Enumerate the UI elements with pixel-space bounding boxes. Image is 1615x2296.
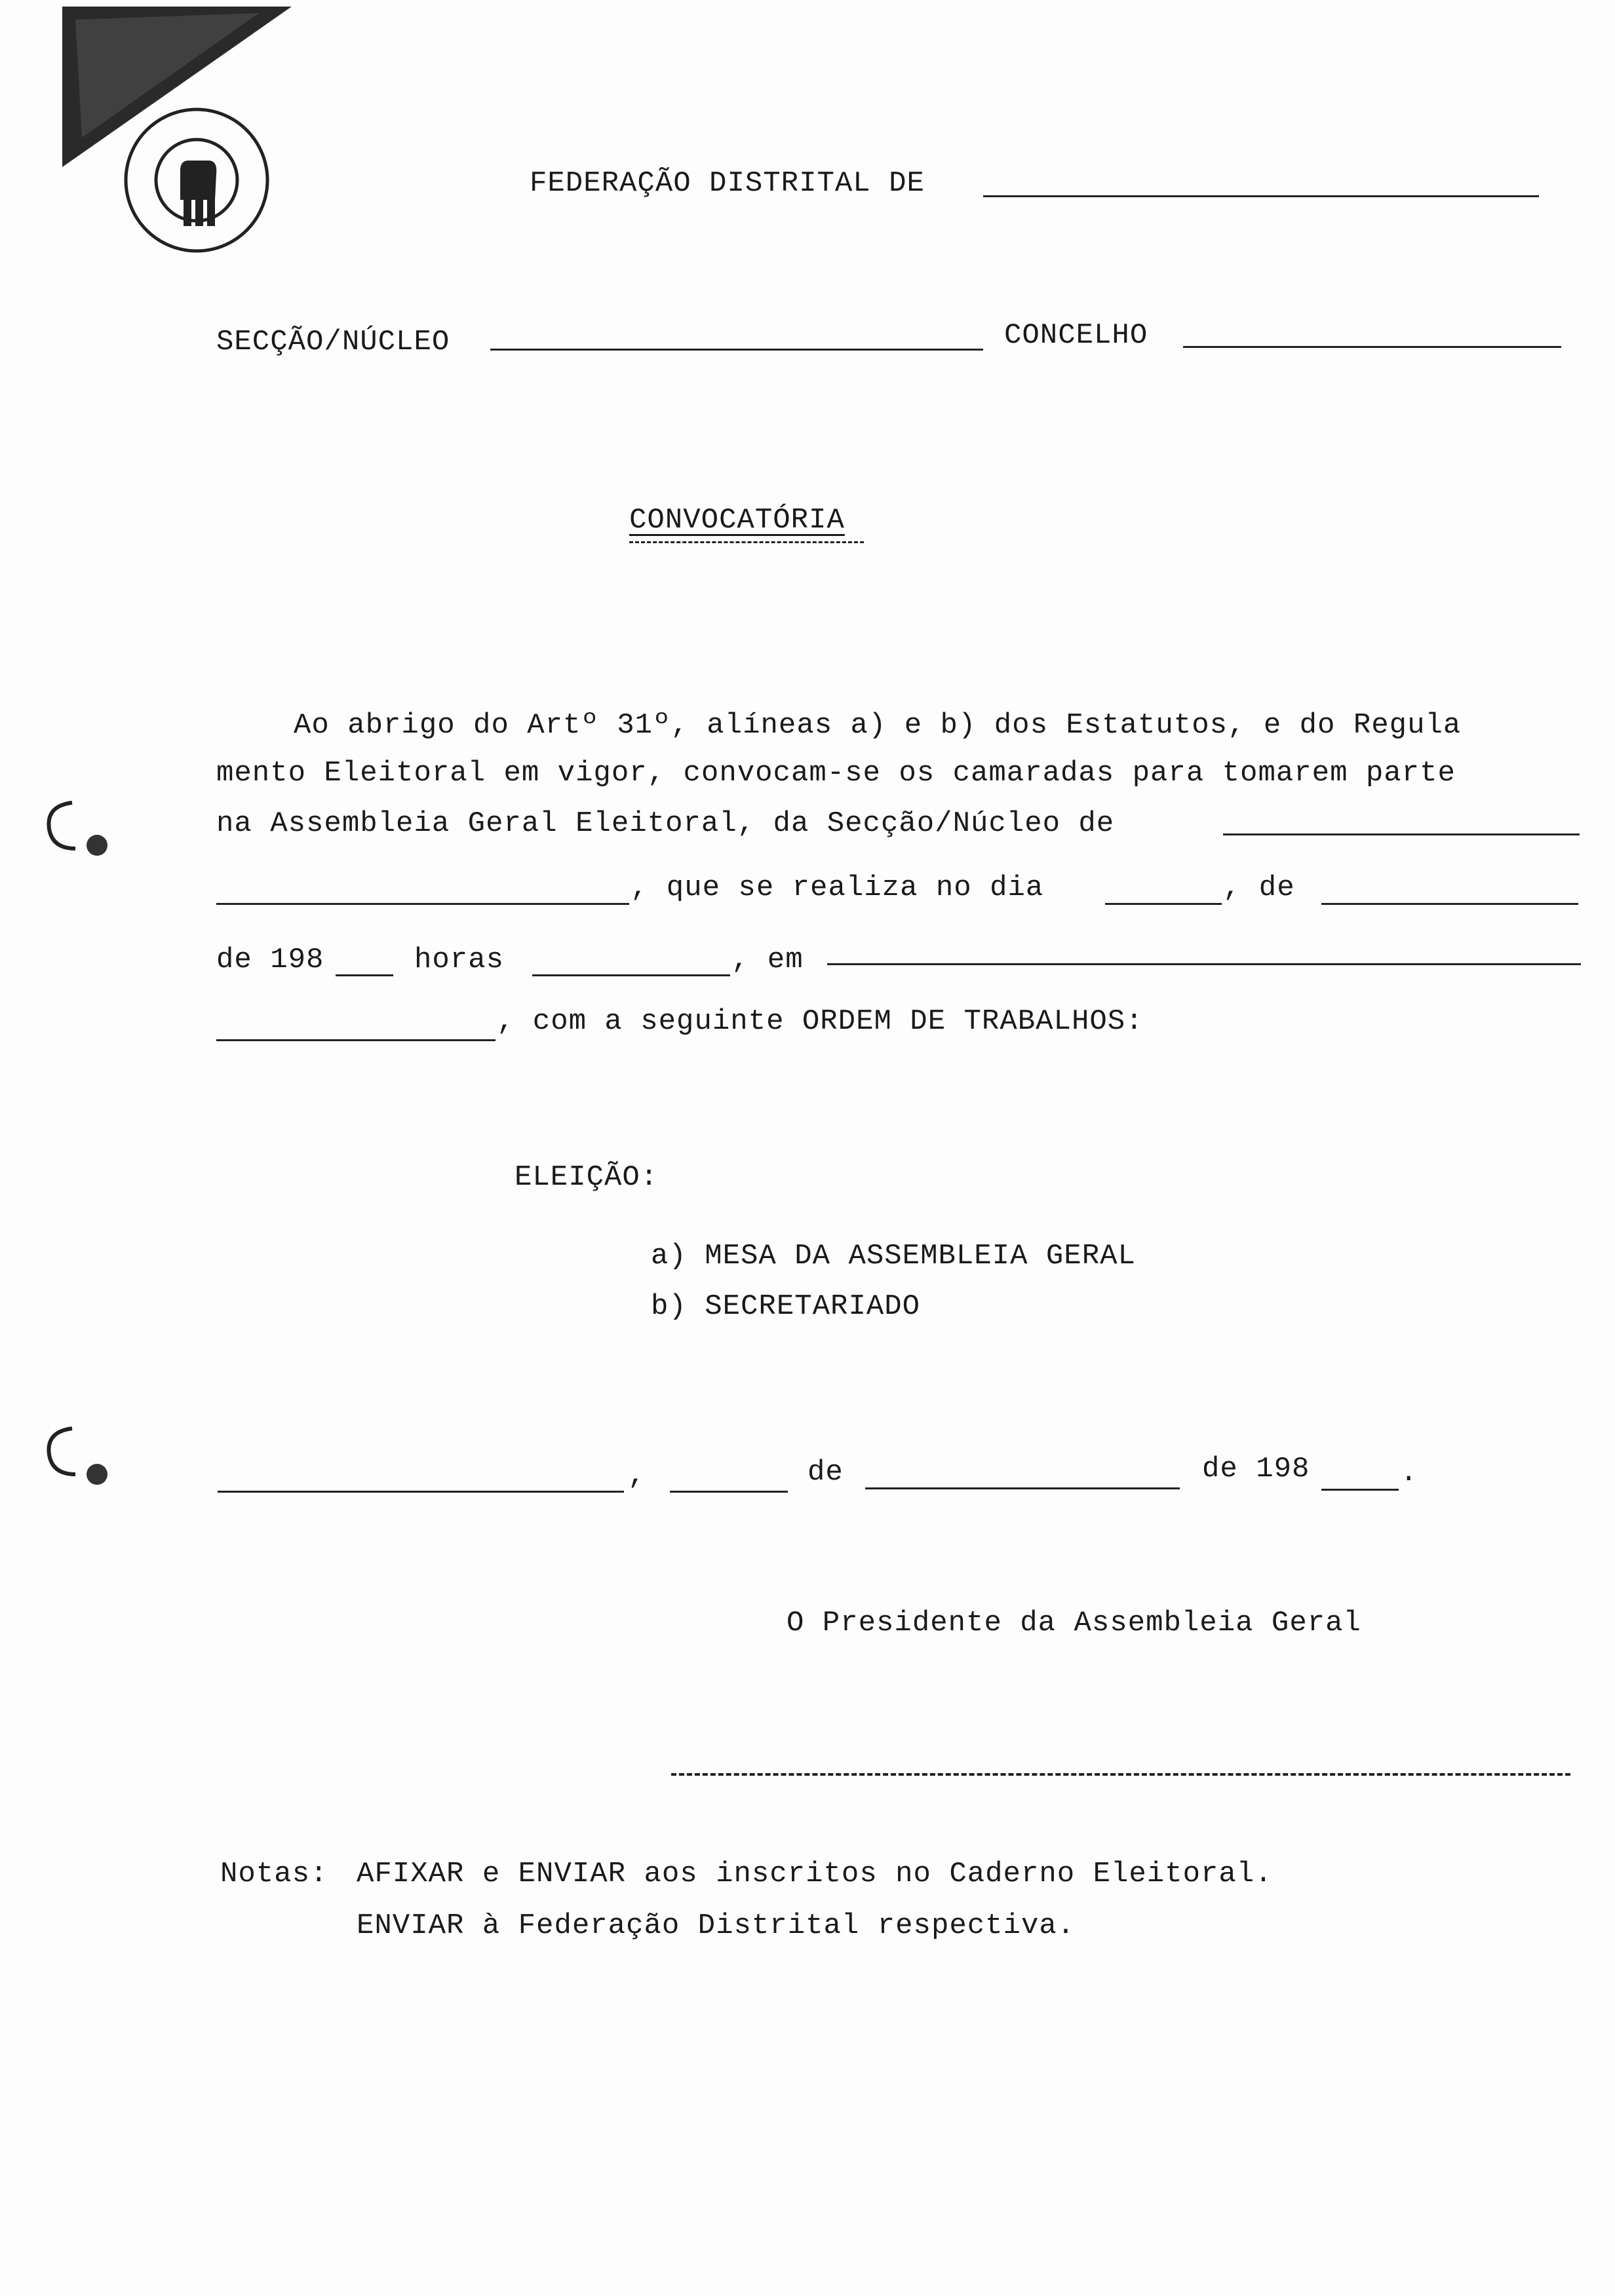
date-comma: , — [628, 1459, 646, 1492]
mes-blank[interactable] — [1321, 903, 1578, 905]
signature-label: O Presidente da Assembleia Geral — [787, 1607, 1361, 1639]
body-line-4a: , que se realiza no dia — [631, 871, 1044, 904]
seccao-label: SECÇÃO/NÚCLEO — [216, 326, 450, 358]
notes-line-1: AFIXAR e ENVIAR aos inscritos no Caderno Eleitoral. — [357, 1858, 1273, 1890]
date-month-blank[interactable] — [865, 1487, 1180, 1489]
agenda-heading: ELEIÇÃO: — [515, 1161, 659, 1194]
local-blank[interactable] — [216, 903, 629, 905]
body-line-5c: , em — [731, 944, 804, 976]
em-blank[interactable] — [827, 963, 1581, 965]
notes-label: Notas: — [220, 1858, 328, 1890]
body-line-6: , com a seguinte ORDEM DE TRABALHOS: — [497, 1005, 1144, 1038]
federacao-label: FEDERAÇÃO DISTRITAL DE — [530, 167, 925, 200]
federacao-blank[interactable] — [983, 195, 1539, 197]
body-line-2: mento Eleitoral em vigor, convocam-se os camaradas para tomarem parte — [216, 757, 1456, 790]
agenda-item-b: b) SECRETARIADO — [651, 1290, 921, 1323]
seccao-nucleo-blank[interactable] — [1223, 833, 1580, 835]
em-continued-blank[interactable] — [216, 1039, 496, 1041]
fist-emblem-icon — [118, 102, 275, 259]
date-day-blank[interactable] — [670, 1491, 788, 1493]
date-year-blank[interactable] — [1321, 1489, 1399, 1491]
punch-hole-mark — [39, 1419, 118, 1491]
date-end: . — [1400, 1457, 1418, 1489]
title-double-underline — [629, 541, 864, 543]
body-line-5a: de 198 — [216, 944, 324, 976]
signature-line[interactable] — [671, 1773, 1570, 1776]
concelho-blank[interactable] — [1183, 346, 1561, 348]
body-line-4b: , de — [1223, 871, 1295, 904]
punch-hole-mark — [39, 793, 118, 865]
seccao-blank[interactable] — [490, 349, 983, 351]
body-line-3: na Assembleia Geral Eleitoral, da Secção/Núcleo de — [216, 807, 1115, 840]
date-de-2: de 198 — [1202, 1453, 1310, 1485]
date-place-blank[interactable] — [218, 1491, 624, 1493]
horas-blank[interactable] — [532, 974, 730, 976]
body-line-1: Ao abrigo do Artº 31º, alíneas a) e b) dos Estatutos, e do Regula — [294, 709, 1462, 742]
concelho-label: CONCELHO — [1004, 319, 1148, 352]
date-de-1: de — [808, 1456, 844, 1489]
dia-blank[interactable] — [1105, 903, 1222, 905]
page-title: CONVOCATÓRIA — [629, 504, 845, 537]
notes-line-2: ENVIAR à Federação Distrital respectiva. — [357, 1909, 1076, 1942]
body-line-5b: horas — [414, 944, 505, 976]
ano-blank[interactable] — [336, 974, 393, 976]
agenda-item-a: a) MESA DA ASSEMBLEIA GERAL — [651, 1240, 1136, 1272]
